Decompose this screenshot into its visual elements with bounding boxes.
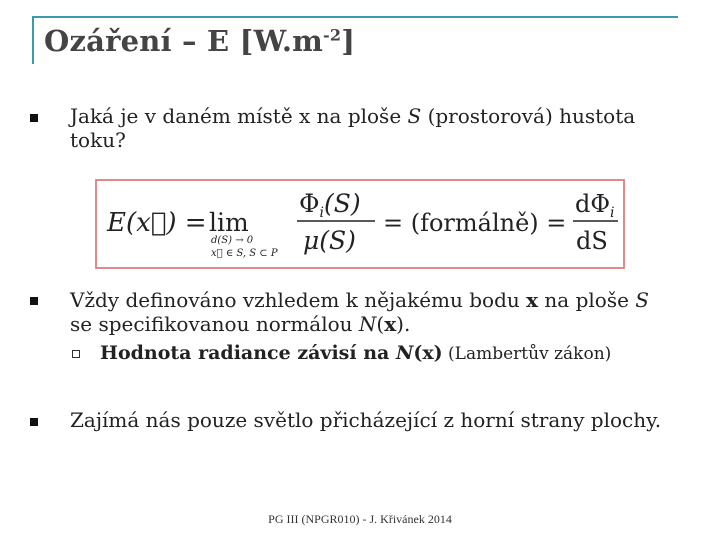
sub-bullet-marker [72, 350, 80, 358]
bullet-marker-1 [30, 114, 38, 122]
bullet-text-2-line2: se specifikovanou normálou N(x). [70, 312, 411, 336]
formula-den1: μ(S) [303, 226, 356, 255]
formula-box [95, 179, 625, 269]
title-frame-left [32, 16, 34, 64]
bullet-marker-3 [30, 418, 38, 426]
sub-bullet-text: Hodnota radiance závisí na N(x) (Lambertův zákon) [100, 342, 612, 364]
formula-num1: $\Phi_i(S)$ [299, 189, 361, 221]
bullet-text-1: Jaká je v daném místě x na ploše S (prostorová) hustota toku? [70, 104, 636, 152]
title-frame-top [32, 16, 678, 18]
formula-den2: dS [576, 227, 608, 255]
formula-lhs: E(x⃗) = [107, 208, 207, 238]
formula [97, 181, 623, 267]
bullet-text-2-line1: Vždy definováno vzhledem k nějakému bodu x na ploše S [70, 288, 649, 312]
formula-lim-sub2: x⃗ ∈ S, S ⊂ P [211, 248, 278, 259]
bullet-text-3: Zajímá nás pouze světlo přicházející z horní strany plochy. [70, 408, 662, 432]
formula-mid: = (formálně) = [383, 209, 567, 237]
slide-title: Ozáření – E $[W.m^{-2}]$ [44, 24, 356, 58]
formula-lim-sub1: d(S) → 0 [211, 235, 254, 246]
bullet-text-2 [70, 288, 690, 336]
formula-lim: lim [209, 208, 249, 237]
bullet-marker-2 [30, 297, 38, 305]
slide-footer: PG III (NPGR010) - J. Křivánek 2014 [268, 512, 452, 526]
formula-num2: $d\Phi_i$ [575, 190, 615, 221]
